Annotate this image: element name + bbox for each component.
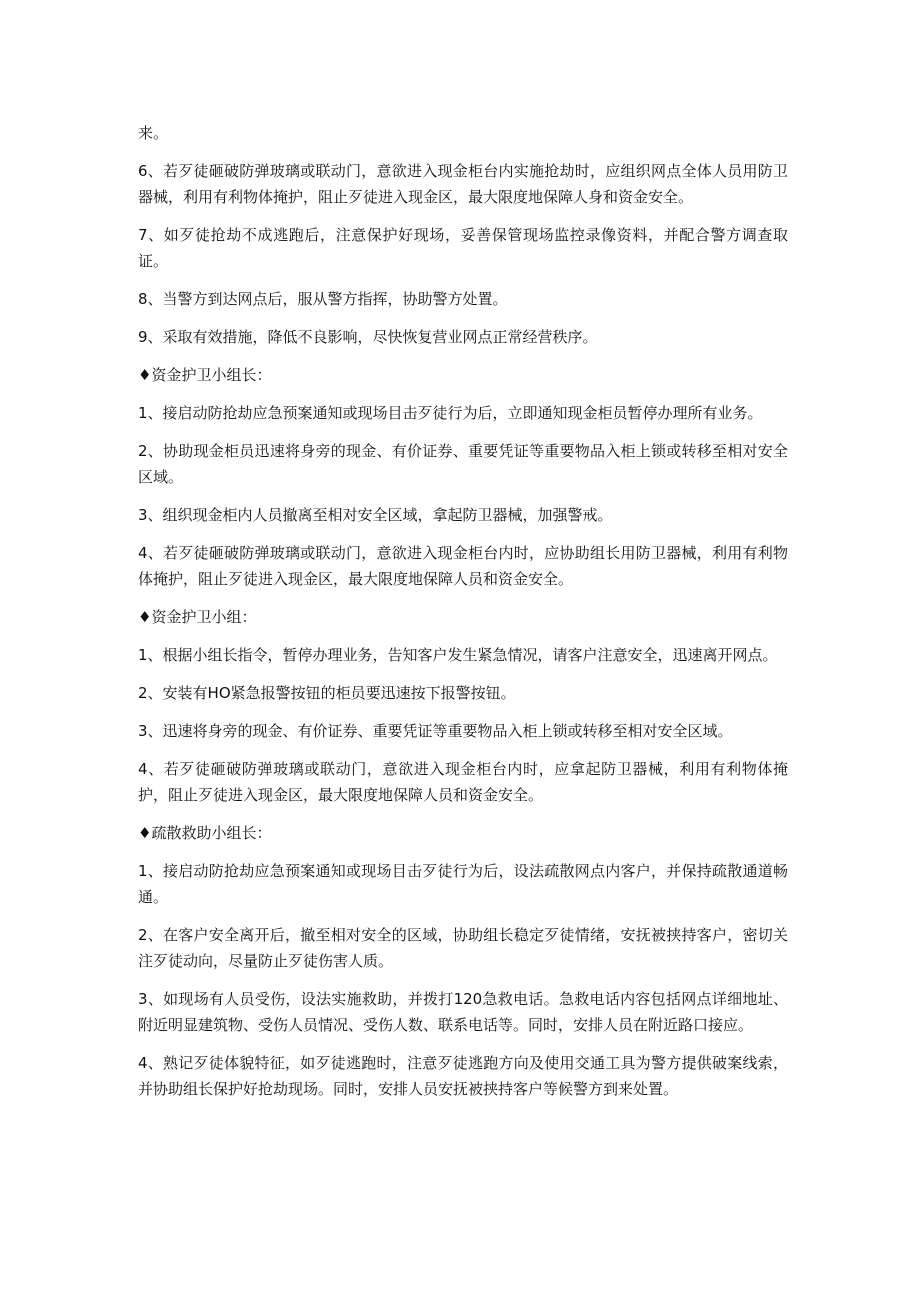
paragraph: 1、接启动防抢劫应急预案通知或现场目击歹徒行为后，设法疏散网点内客户，并保持疏散通道畅通。: [138, 862, 788, 906]
paragraph: 6、若歹徒砸破防弹玻璃或联动门，意欲进入现金柜台内实施抢劫时，应组织网点全体人员用防卫器械，利用有利物体掩护，阻止歹徒进入现金区，最大限度地保障人身和资金安全。: [138, 162, 788, 206]
paragraph: 9、采取有效措施，降低不良影响，尽快恢复营业网点正常经营秩序。: [138, 328, 598, 346]
paragraph: 3、组织现金柜内人员撤离至相对安全区域，拿起防卫器械，加强警戒。: [138, 506, 613, 524]
paragraph: 8、当警方到达网点后，服从警方指挥，协助警方处置。: [138, 290, 508, 308]
paragraph: 1、接启动防抢劫应急预案通知或现场目击歹徒行为后，立即通知现金柜员暂停办理所有业务。: [138, 404, 763, 422]
section-heading: ♦资金护卫小组：: [138, 608, 257, 626]
paragraph: 来。: [138, 124, 169, 142]
paragraph: 4、若歹徒砸破防弹玻璃或联动门，意欲进入现金柜台内时，应拿起防卫器械，利用有利物体掩护，阻止歹徒进入现金区，最大限度地保障人员和资金安全。: [138, 760, 788, 804]
paragraph: 3、如现场有人员受伤，设法实施救助，并拨打120急救电话。急救电话内容包括网点详细地址、附近明显建筑物、受伤人员情况、受伤人数、联系电话等。同时，安排人员在附近路口接应。: [138, 990, 788, 1034]
paragraph: 2、安装有HO紧急报警按钮的柜员要迅速按下报警按钮。: [138, 684, 516, 702]
paragraph: 2、协助现金柜员迅速将身旁的现金、有价证券、重要凭证等重要物品入柜上锁或转移至相对安全区域。: [138, 442, 788, 486]
section-heading: ♦疏散救助小组长：: [138, 824, 272, 842]
paragraph: 2、在客户安全离开后，撤至相对安全的区域，协助组长稳定歹徒情绪，安抚被挟持客户，密切关注歹徒动向，尽量防止歹徒伤害人质。: [138, 926, 788, 970]
paragraph: 3、迅速将身旁的现金、有价证券、重要凭证等重要物品入柜上锁或转移至相对安全区域。: [138, 722, 733, 740]
paragraph: 7、如歹徒抢劫不成逃跑后，注意保护好现场，妥善保管现场监控录像资料，并配合警方调查取证。: [138, 226, 788, 270]
paragraph: 1、根据小组长指令，暂停办理业务，告知客户发生紧急情况，请客户注意安全，迅速离开网点。: [138, 646, 778, 664]
document-body: [138, 120, 788, 1114]
paragraph: 4、熟记歹徒体貌特征，如歹徒逃跑时，注意歹徒逃跑方向及使用交通工具为警方提供破案线索，并协助组长保护好抢劫现场。同时，安排人员安抚被挟持客户等候警方到来处置。: [138, 1054, 788, 1098]
paragraph: 4、若歹徒砸破防弹玻璃或联动门，意欲进入现金柜台内时，应协助组长用防卫器械，利用有利物体掩护，阻止歹徒进入现金区，最大限度地保障人员和资金安全。: [138, 544, 788, 588]
section-heading: ♦资金护卫小组长：: [138, 366, 272, 384]
